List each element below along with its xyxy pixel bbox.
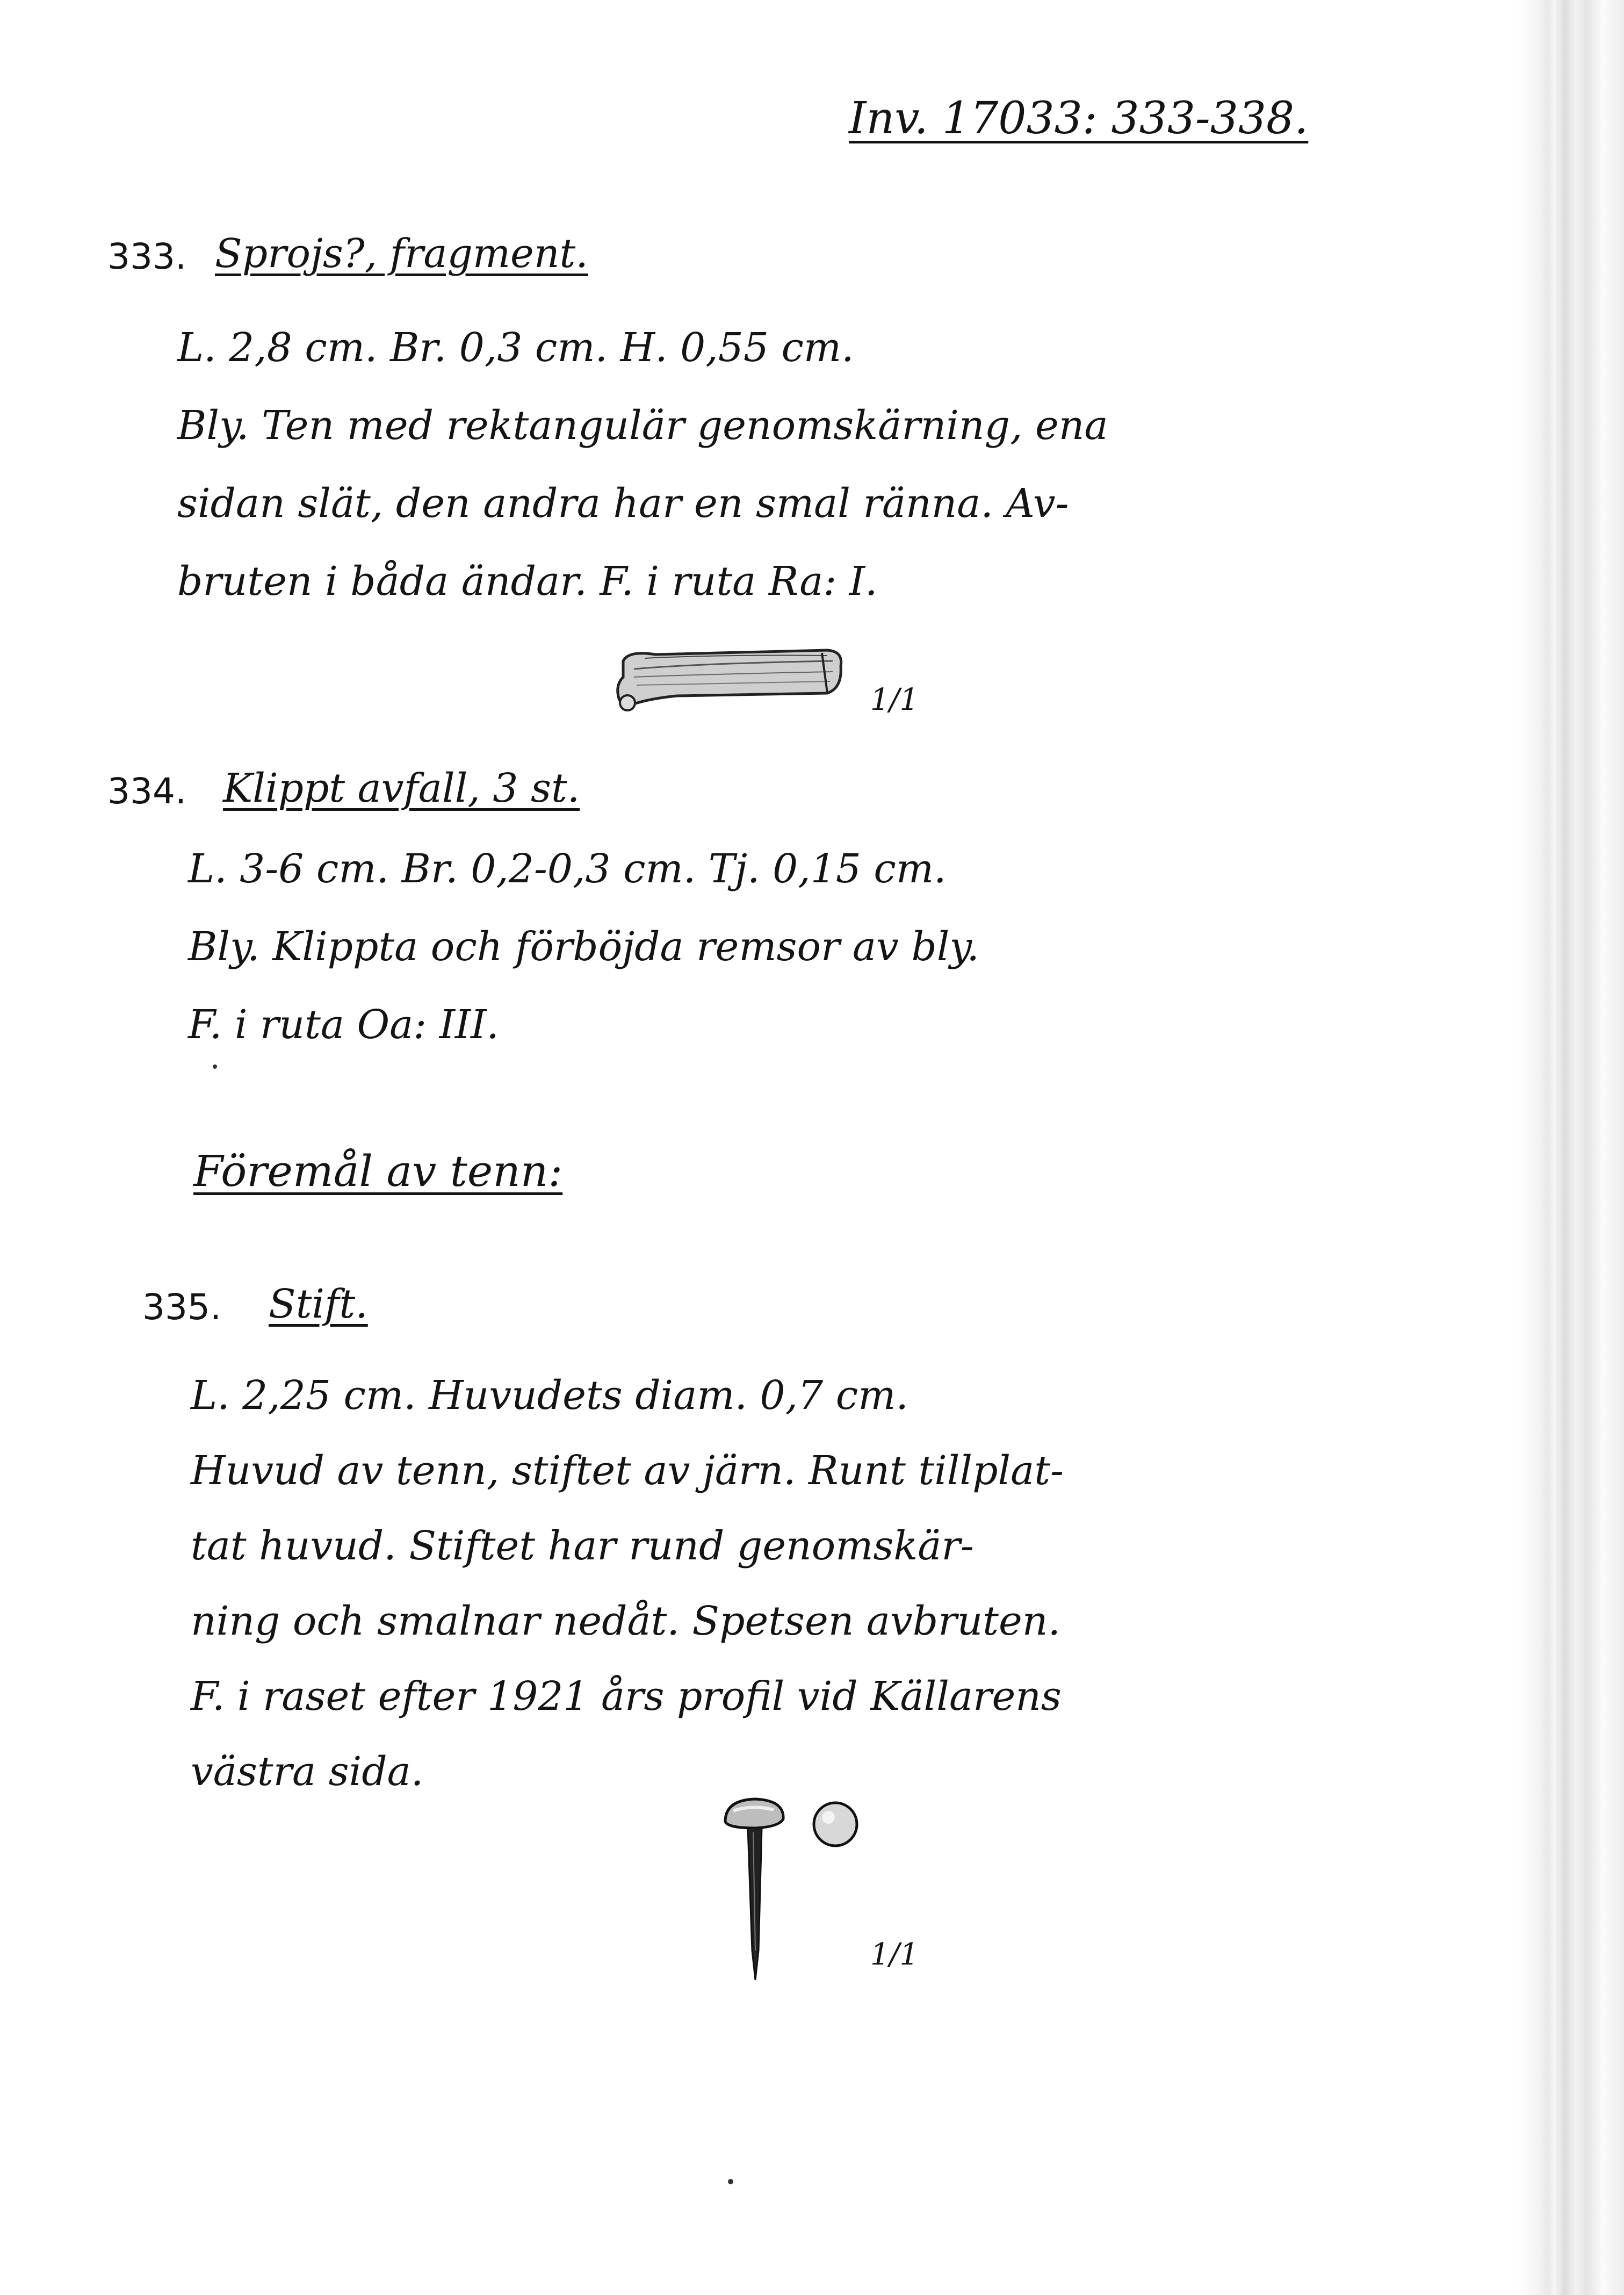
entry-334-line-1: L. 3-6 cm. Br. 0,2-0,3 cm. Tj. 0,15 cm. bbox=[188, 846, 947, 892]
pin-drawing bbox=[709, 1789, 881, 1994]
entry-335-line-4: ning och smalnar nedåt. Spetsen avbruten. bbox=[191, 1598, 1060, 1644]
entry-334-line-2: Bly. Klippta och förböjda remsor av bly. bbox=[188, 924, 979, 970]
lead-fragment-drawing bbox=[612, 639, 849, 720]
entry-333-line-1: L. 2,8 cm. Br. 0,3 cm. H. 0,55 cm. bbox=[177, 325, 854, 371]
entry-333-line-3: sidan slät, den andra har en smal ränna. Av- bbox=[177, 480, 1069, 527]
entry-335-line-2: Huvud av tenn, stiftet av järn. Runt tillplat- bbox=[191, 1448, 1064, 1494]
pencil-mark bbox=[725, 2176, 736, 2187]
entry-335-line-1: L. 2,25 cm. Huvudets diam. 0,7 cm. bbox=[191, 1372, 908, 1419]
entry-335-line-6: västra sida. bbox=[191, 1749, 424, 1795]
entry-333-scale: 1/1 bbox=[870, 682, 919, 717]
book-page-edge bbox=[1517, 0, 1624, 2295]
entry-335-number: 335. bbox=[142, 1286, 221, 1328]
entry-333-number: 333. bbox=[107, 236, 186, 277]
entry-335-line-5: F. i raset efter 1921 års profil vid Källarens bbox=[191, 1673, 1062, 1720]
entry-333-title: Sprojs?, fragment. bbox=[215, 231, 588, 277]
entry-334-line-3: F. i ruta Oa: III. bbox=[188, 1002, 499, 1048]
pencil-mark bbox=[210, 1061, 220, 1072]
entry-335-scale: 1/1 bbox=[870, 1937, 919, 1972]
entry-333-line-2: Bly. Ten med rektangulär genomskärning, ena bbox=[177, 402, 1108, 449]
entry-334-number: 334. bbox=[107, 771, 186, 812]
entry-335-line-3: tat huvud. Stiftet har rund genomskär- bbox=[191, 1523, 974, 1569]
section-heading-tenn: Föremål av tenn: bbox=[193, 1146, 563, 1196]
entry-335-title: Stift. bbox=[269, 1281, 368, 1327]
inventory-number: Inv. 17033: 333-338. bbox=[849, 93, 1309, 144]
entry-334-title: Klippt avfall, 3 st. bbox=[223, 765, 580, 811]
entry-333-line-4: bruten i båda ändar. F. i ruta Ra: I. bbox=[177, 558, 878, 605]
